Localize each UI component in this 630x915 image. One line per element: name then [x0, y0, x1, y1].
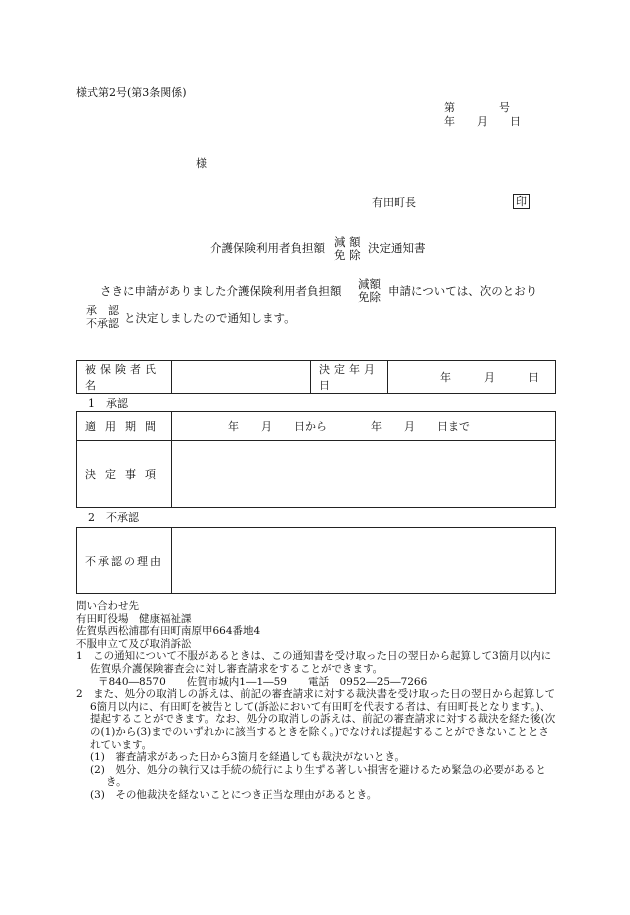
title-options: [334, 236, 361, 262]
body-text-start: さきに申請がありました介護保険利用者負担額: [100, 284, 342, 298]
insured-table: [76, 360, 556, 394]
approval-table: [76, 411, 556, 508]
title-suffix: 決定通知書: [368, 241, 426, 255]
body-option-reduction: 減額: [358, 277, 381, 291]
insured-name-label: 被保険者氏名: [77, 361, 172, 394]
approval-option-reject: 不承認: [86, 317, 119, 331]
reject-reason-label: 不承認の理由: [77, 528, 172, 594]
rejection-table: [76, 527, 556, 594]
body-options: [358, 278, 381, 304]
form-number: 様式第2号(第3条関係): [76, 86, 187, 99]
appeal-heading: 不服申立て及び取消訴訟: [76, 637, 192, 650]
body-text-end: と決定しましたので通知します。: [124, 311, 296, 325]
title-prefix: 介護保険利用者負担額: [210, 241, 325, 255]
contact-heading: 問い合わせ先: [76, 600, 139, 612]
contact-office: 有田町役場 健康福祉課: [76, 612, 192, 625]
appeal-sub-1: (1) 審査請求があった日から3箇月を経過しても裁決がないとき。: [90, 751, 406, 764]
title-option-reduction: 減 額: [334, 235, 361, 249]
period-label: 適用期間: [77, 412, 172, 441]
appeal-item-1-address: 〒840―8570 佐賀市城内1―1―59 電話 0952―25―7266: [98, 675, 428, 688]
approval-option-approve: 承 認: [86, 304, 119, 317]
decision-items-value[interactable]: [172, 441, 556, 508]
document-number: 第 号: [444, 101, 510, 114]
title-option-exemption: 免 除: [334, 248, 361, 263]
decision-date-value[interactable]: 年 月 日: [388, 361, 556, 394]
appeal-sub-2: (2) 処分、処分の執行又は手続の続行により生ずる著しい損害を避けるため緊急の必要があるとき。: [90, 763, 546, 789]
document-date: 年 月 日: [444, 115, 521, 128]
seal-mark: 印: [513, 194, 530, 209]
issuer: 有田町長: [372, 196, 416, 209]
appeal-item-2: 2 また、処分の取消しの訴えは、前記の審査請求に対する裁決書を受け取った日の翌日から起算して6箇月以内に、有田町を被告として(訴訟において有田町を代表する者は、有田町長となります。)、提起することができます。なお、処分の取消しの訴えは、前記の審査請求に対する裁決を経た後(次の(1)から(3)までのいずれかに該当するときを除く。)でなければ提起することができないこととされています。: [76, 688, 556, 751]
appeal-sub-3: (3) その他裁決を経ないことにつき正当な理由があるとき。: [90, 788, 378, 801]
reject-reason-value[interactable]: [172, 528, 556, 594]
decision-date-label: 決定年月日: [311, 361, 388, 394]
appeal-item-1: 1 この通知について不服があるときは、この通知書を受け取った日の翌日から起算して3箇月以内に佐賀県介護保険審査会に対し審査請求をすることができます。: [76, 650, 552, 675]
notes-section: [76, 600, 556, 802]
period-value[interactable]: 年 月 日から 年 月 日まで: [172, 412, 556, 441]
insured-name-value[interactable]: [172, 361, 311, 394]
body-option-exemption: 免除: [358, 290, 381, 305]
section-reject-heading: 2 不承認: [88, 511, 139, 524]
contact-address: 佐賀県西松浦郡有田町南原甲664番地4: [76, 625, 261, 638]
body-text-middle: 申請については、次のとおり: [388, 284, 538, 298]
section-approve-heading: 1 承認: [88, 397, 128, 410]
addressee: 様: [196, 157, 207, 170]
decision-items-label: 決定事項: [77, 441, 172, 508]
approval-options: [86, 304, 119, 330]
